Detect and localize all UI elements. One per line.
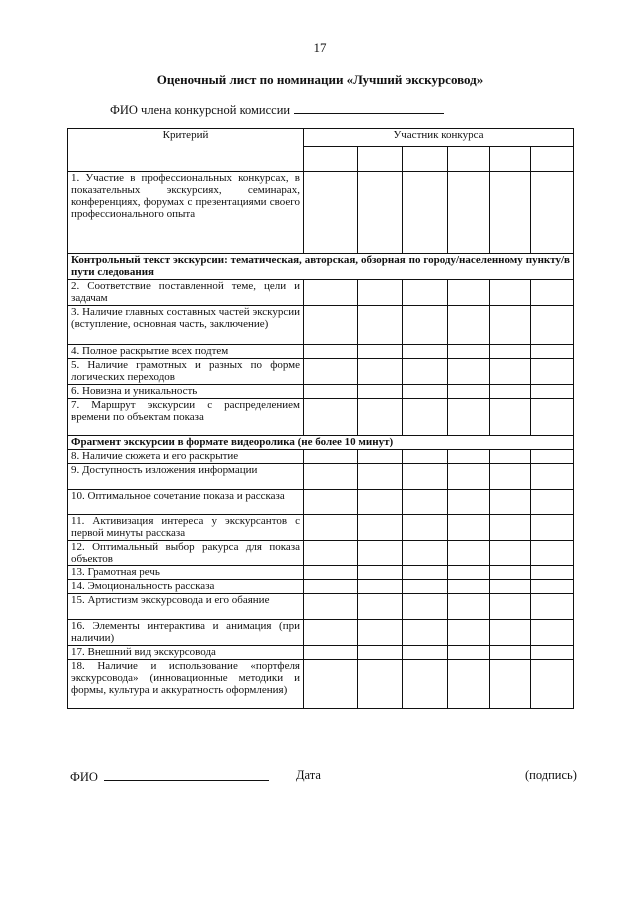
header-row (68, 129, 574, 147)
score-cell[interactable] (304, 450, 358, 464)
score-cell[interactable] (448, 660, 490, 709)
score-cell[interactable] (531, 464, 574, 490)
score-cell[interactable] (304, 399, 358, 436)
score-cell[interactable] (304, 359, 358, 385)
score-cell[interactable] (358, 515, 403, 541)
score-cell[interactable] (403, 580, 448, 594)
page-title: Оценочный лист по номинации «Лучший экскурсовод» (156, 72, 484, 87)
criterion-text: 7. Маршрут экскурсии с распределением времени по объектам показа (68, 399, 304, 436)
criterion-text: 16. Элементы интерактива и анимация (при наличии) (68, 620, 304, 646)
score-cell[interactable] (531, 515, 574, 541)
criterion-text: 2. Соответствие поставленной теме, цели и задачам (68, 280, 304, 306)
score-cell[interactable] (304, 660, 358, 709)
criterion-row (68, 646, 574, 660)
score-cell[interactable] (448, 345, 490, 359)
score-cell[interactable] (531, 580, 574, 594)
evaluation-table (67, 128, 574, 709)
section-title: Фрагмент экскурсии в формате видеоролика (не более 10 минут) (68, 436, 574, 450)
criterion-text: 15. Артистизм экскурсовода и его обаяние (68, 594, 304, 620)
score-cell[interactable] (403, 515, 448, 541)
criterion-row (68, 359, 574, 385)
score-cell[interactable] (531, 280, 574, 306)
score-cell[interactable] (531, 566, 574, 580)
criterion-text: 4. Полное раскрытие всех подтем (68, 345, 304, 359)
score-cell[interactable] (448, 515, 490, 541)
score-cell[interactable] (531, 399, 574, 436)
score-cell[interactable] (403, 359, 448, 385)
score-cell[interactable] (358, 566, 403, 580)
score-cell[interactable] (403, 490, 448, 515)
score-cell[interactable] (304, 646, 358, 660)
score-cell[interactable] (304, 172, 358, 254)
criterion-text: 10. Оптимальное сочетание показа и рассказа (68, 490, 304, 515)
criterion-text: 18. Наличие и использование «портфеля экскурсовода» (инновационные методики и формы, культура и аккуратность оформления) (68, 660, 304, 709)
score-cell[interactable] (490, 541, 531, 566)
score-cell[interactable] (531, 541, 574, 566)
criterion-text: 13. Грамотная речь (68, 566, 304, 580)
score-cell[interactable] (490, 450, 531, 464)
score-cell[interactable] (448, 580, 490, 594)
score-cell[interactable] (490, 464, 531, 490)
section-row (68, 436, 574, 450)
score-cell[interactable] (403, 464, 448, 490)
criterion-text: 1. Участие в профессиональных конкурсах, в показательных экскурсиях, семинарах, конференциях, форумах с презентациями своего профессионального опыта (68, 172, 304, 254)
score-cell[interactable] (403, 385, 448, 399)
footer-signature-label: (подпись) (525, 768, 577, 782)
section-title: Контрольный текст экскурсии: тематическая, авторская, обзорная по городу/населенному пункту/в пути следования (68, 254, 574, 280)
criterion-row (68, 580, 574, 594)
score-cell[interactable] (304, 580, 358, 594)
score-cell[interactable] (448, 541, 490, 566)
criterion-row (68, 541, 574, 566)
score-cell[interactable] (403, 280, 448, 306)
score-cell[interactable] (304, 541, 358, 566)
criterion-text: 8. Наличие сюжета и его раскрытие (68, 450, 304, 464)
score-cell[interactable] (304, 464, 358, 490)
evaluation-table-body (68, 129, 574, 709)
score-cell[interactable] (358, 620, 403, 646)
score-cell[interactable] (403, 306, 448, 345)
criterion-row (68, 594, 574, 620)
score-cell[interactable] (490, 620, 531, 646)
score-cell[interactable] (448, 385, 490, 399)
score-cell[interactable] (448, 620, 490, 646)
footer-fio (70, 768, 269, 785)
criterion-row (68, 620, 574, 646)
score-cell[interactable] (358, 646, 403, 660)
criterion-row (68, 515, 574, 541)
score-cell[interactable] (490, 580, 531, 594)
score-cell[interactable] (448, 359, 490, 385)
score-cell[interactable] (531, 306, 574, 345)
score-cell[interactable] (403, 620, 448, 646)
score-cell[interactable] (448, 566, 490, 580)
commission-member-label: ФИО члена конкурсной комиссии (110, 103, 291, 117)
score-cell[interactable] (448, 646, 490, 660)
footer-fio-blank (104, 768, 269, 781)
criterion-text: 6. Новизна и уникальность (68, 385, 304, 399)
score-cell[interactable] (490, 359, 531, 385)
criterion-row (68, 172, 574, 254)
criterion-text: 12. Оптимальный выбор ракурса для показа объектов (68, 541, 304, 566)
score-cell[interactable] (490, 660, 531, 709)
score-cell[interactable] (448, 490, 490, 515)
participant-cell[interactable] (403, 147, 448, 172)
score-cell[interactable] (531, 620, 574, 646)
score-cell[interactable] (490, 345, 531, 359)
criterion-header-label: Критерий (162, 129, 209, 141)
score-cell[interactable] (358, 580, 403, 594)
score-cell[interactable] (531, 345, 574, 359)
score-cell[interactable] (358, 594, 403, 620)
criterion-row (68, 464, 574, 490)
participant-header: Участник конкурса (304, 129, 574, 147)
criterion-row (68, 450, 574, 464)
criterion-text: 5. Наличие грамотных и разных по форме логических переходов (68, 359, 304, 385)
score-cell[interactable] (403, 399, 448, 436)
criterion-row (68, 660, 574, 709)
score-cell[interactable] (304, 280, 358, 306)
score-cell[interactable] (531, 490, 574, 515)
score-cell[interactable] (304, 515, 358, 541)
score-cell[interactable] (490, 646, 531, 660)
score-cell[interactable] (490, 280, 531, 306)
score-cell[interactable] (358, 541, 403, 566)
commission-member-line (110, 101, 444, 118)
score-cell[interactable] (448, 464, 490, 490)
score-cell[interactable] (358, 345, 403, 359)
score-cell[interactable] (403, 660, 448, 709)
participant-cell[interactable] (304, 147, 358, 172)
score-cell[interactable] (448, 399, 490, 436)
score-cell[interactable] (358, 660, 403, 709)
criterion-header (68, 129, 304, 172)
score-cell[interactable] (531, 172, 574, 254)
score-cell[interactable] (358, 490, 403, 515)
score-cell[interactable] (304, 490, 358, 515)
score-cell[interactable] (403, 345, 448, 359)
score-cell[interactable] (490, 566, 531, 580)
score-cell[interactable] (490, 385, 531, 399)
score-cell[interactable] (448, 172, 490, 254)
score-cell[interactable] (403, 450, 448, 464)
criterion-text: 9. Доступность изложения информации (68, 464, 304, 490)
score-cell[interactable] (358, 385, 403, 399)
score-cell[interactable] (490, 490, 531, 515)
score-cell[interactable] (448, 594, 490, 620)
score-cell[interactable] (304, 620, 358, 646)
score-cell[interactable] (490, 515, 531, 541)
criterion-row (68, 490, 574, 515)
footer-date-label: Дата (296, 768, 321, 782)
score-cell[interactable] (531, 646, 574, 660)
score-cell[interactable] (448, 306, 490, 345)
score-cell[interactable] (490, 594, 531, 620)
criterion-row (68, 345, 574, 359)
score-cell[interactable] (403, 541, 448, 566)
score-cell[interactable] (490, 306, 531, 345)
criterion-text: 11. Активизация интереса у экскурсантов с первой минуты рассказа (68, 515, 304, 541)
score-cell[interactable] (304, 594, 358, 620)
score-cell[interactable] (304, 566, 358, 580)
score-cell[interactable] (531, 359, 574, 385)
footer-fio-label: ФИО (70, 770, 98, 784)
score-cell[interactable] (490, 399, 531, 436)
criterion-row (68, 385, 574, 399)
participant-cell[interactable] (358, 147, 403, 172)
score-cell[interactable] (304, 306, 358, 345)
score-cell[interactable] (531, 450, 574, 464)
participant-cell[interactable] (448, 147, 490, 172)
score-cell[interactable] (304, 345, 358, 359)
criterion-row (68, 306, 574, 345)
participant-cell[interactable] (490, 147, 531, 172)
commission-member-blank (294, 101, 444, 114)
score-cell[interactable] (358, 172, 403, 254)
score-cell[interactable] (531, 594, 574, 620)
score-cell[interactable] (358, 464, 403, 490)
score-cell[interactable] (403, 594, 448, 620)
score-cell[interactable] (531, 385, 574, 399)
score-cell[interactable] (358, 280, 403, 306)
score-cell[interactable] (358, 306, 403, 345)
score-cell[interactable] (358, 450, 403, 464)
score-cell[interactable] (358, 399, 403, 436)
section-row (68, 254, 574, 280)
participant-cell[interactable] (531, 147, 574, 172)
page-number: 17 (313, 40, 327, 55)
score-cell[interactable] (403, 172, 448, 254)
criterion-text: 14. Эмоциональность рассказа (68, 580, 304, 594)
score-cell[interactable] (304, 385, 358, 399)
score-cell[interactable] (490, 172, 531, 254)
score-cell[interactable] (358, 359, 403, 385)
criterion-text: 17. Внешний вид экскурсовода (68, 646, 304, 660)
criterion-row (68, 280, 574, 306)
criterion-row (68, 566, 574, 580)
score-cell[interactable] (448, 280, 490, 306)
score-cell[interactable] (403, 646, 448, 660)
score-cell[interactable] (448, 450, 490, 464)
score-cell[interactable] (531, 660, 574, 709)
criterion-row (68, 399, 574, 436)
criterion-text: 3. Наличие главных составных частей экскурсии (вступление, основная часть, заключение) (68, 306, 304, 345)
score-cell[interactable] (403, 566, 448, 580)
